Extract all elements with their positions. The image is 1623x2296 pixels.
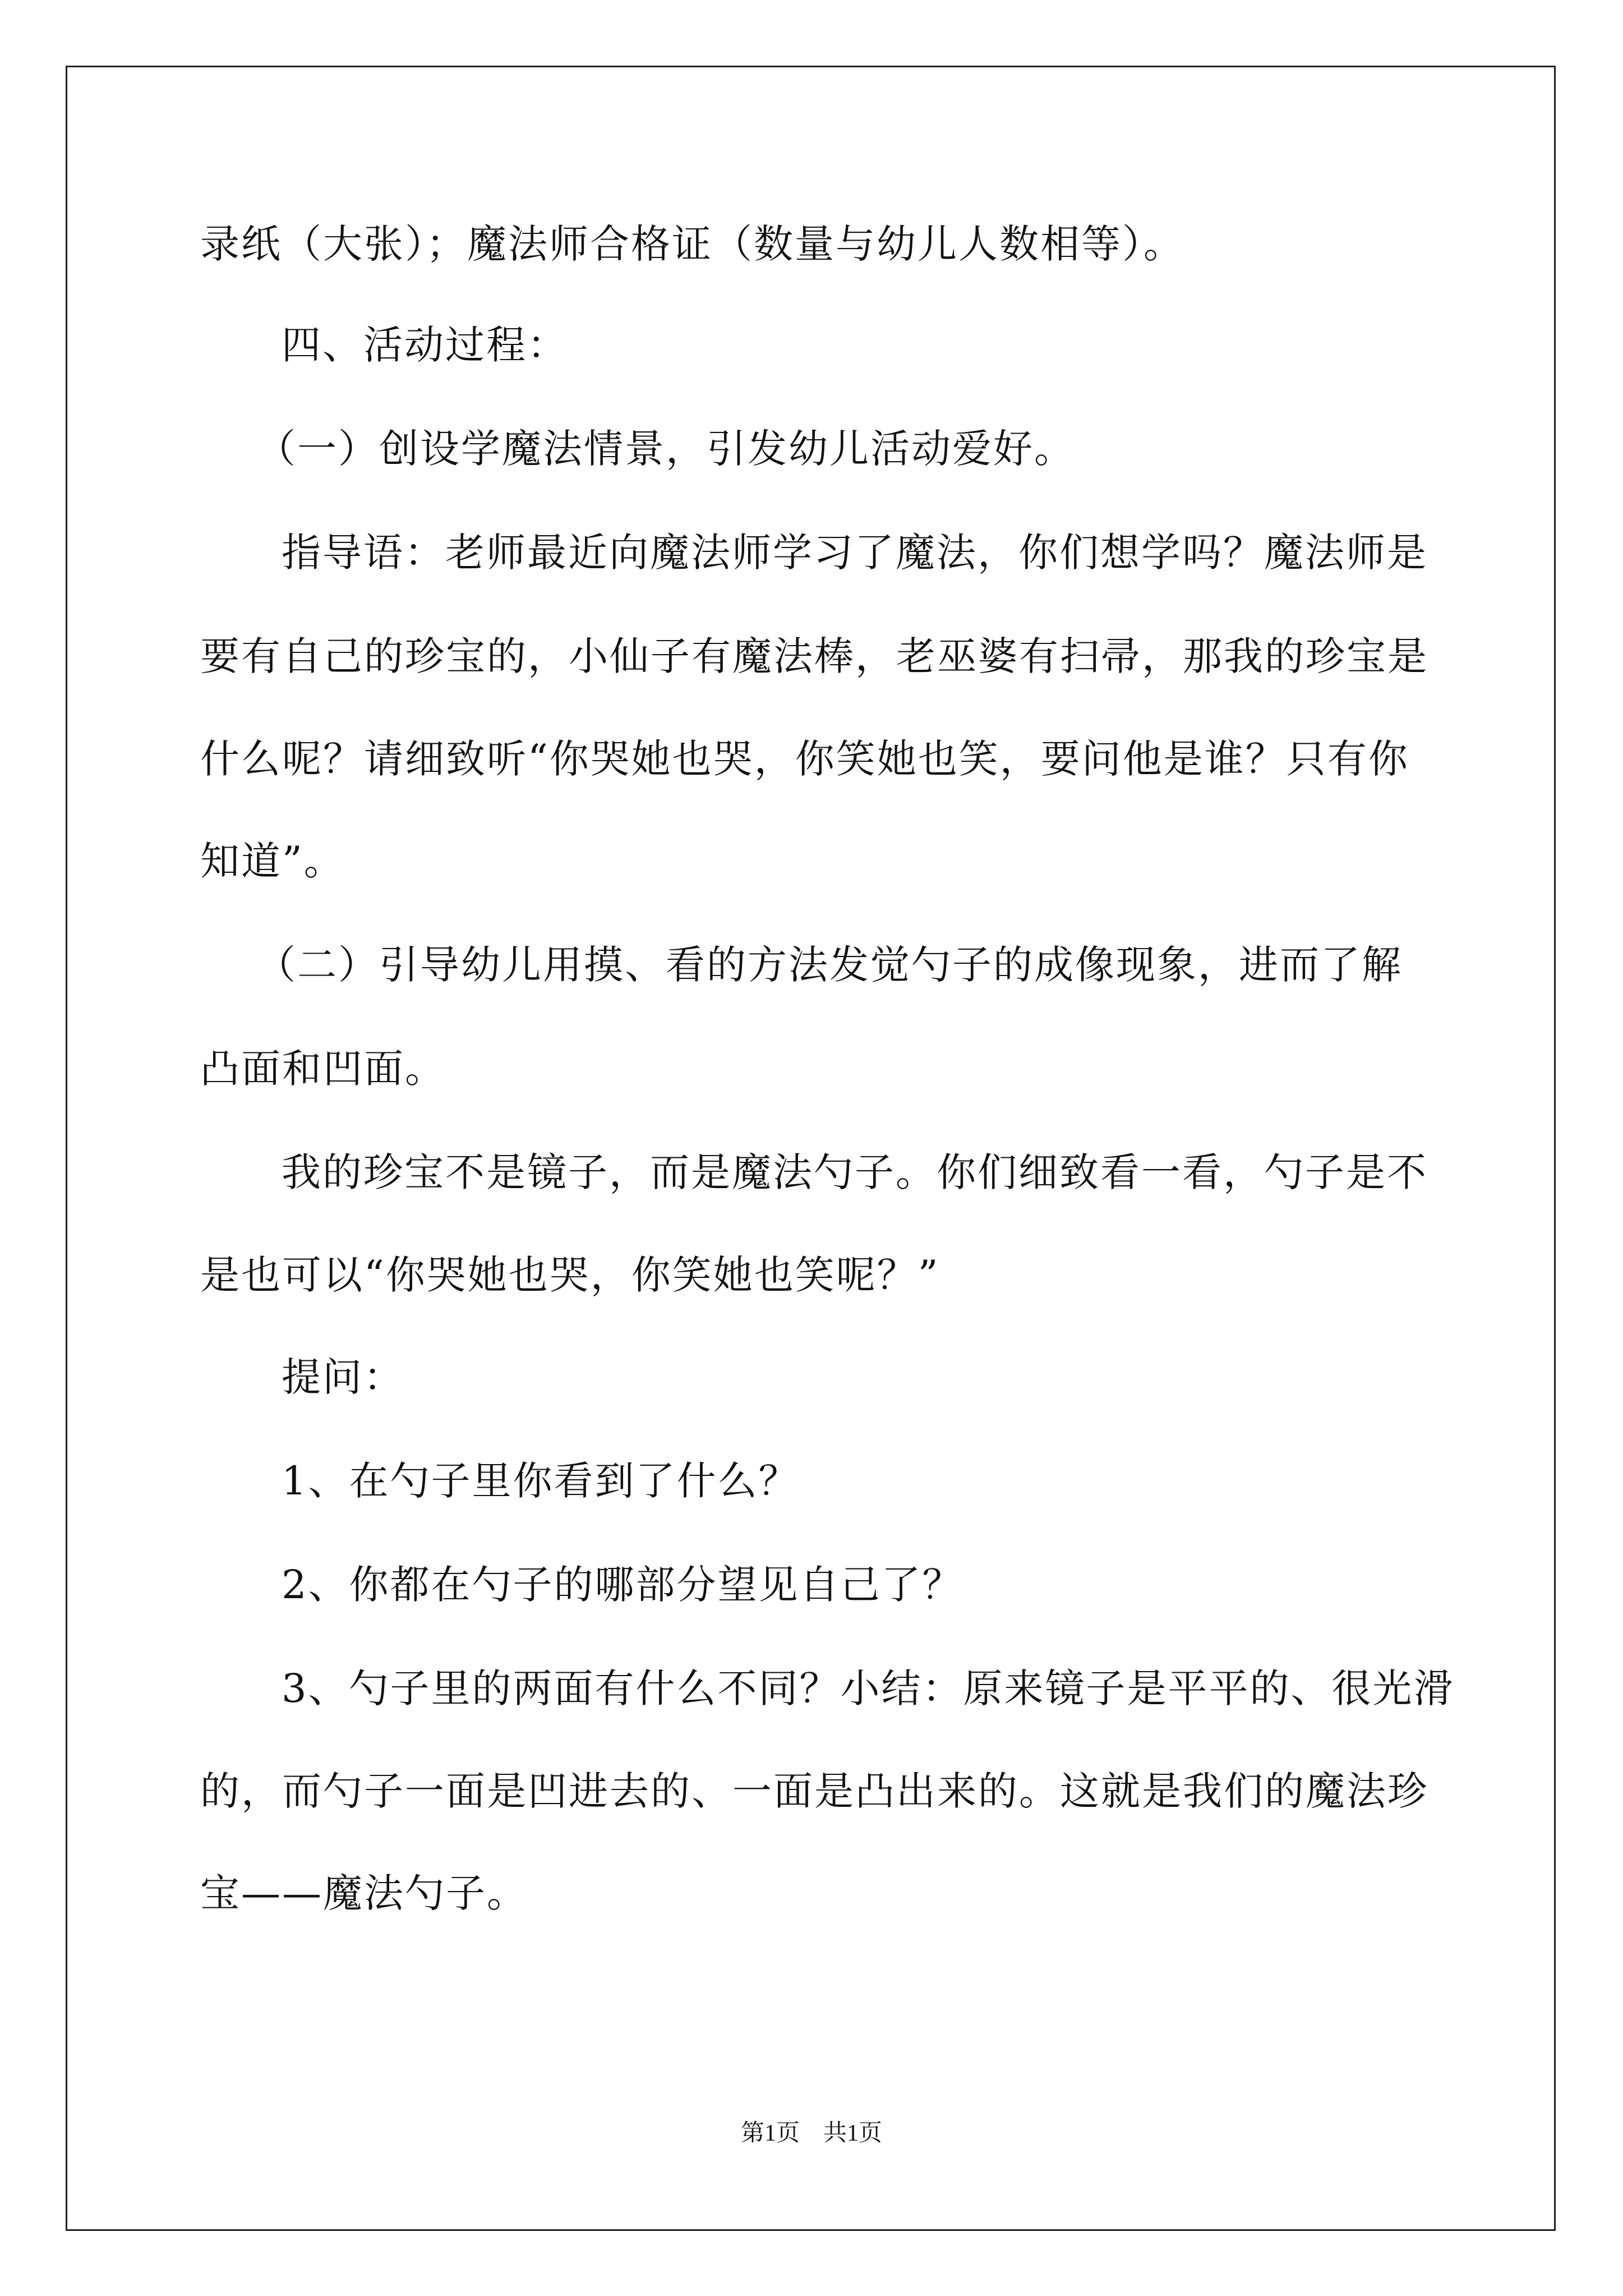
list-item: 2、你都在勺子的哪部分望见自己了？ bbox=[282, 1562, 963, 1608]
page-footer bbox=[0, 2118, 1623, 2149]
text-line: 我的珍宝不是镜子，而是魔法勺子。你们细致看一看，勺子是不 bbox=[282, 1149, 1428, 1195]
list-item: 1、在勺子里你看到了什么？ bbox=[282, 1458, 800, 1504]
text-line: 提问： bbox=[282, 1354, 404, 1400]
text-line: 的，而勺子一面是凹进去的、一面是凸出来的。这就是我们的魔法珍 bbox=[200, 1768, 1428, 1814]
text-line: 要有自己的珍宝的，小仙子有魔法棒，老巫婆有扫帚，那我的珍宝是 bbox=[200, 633, 1428, 679]
text-line: 知道”。 bbox=[200, 838, 345, 884]
text-line: 指导语：老师最近向魔法师学习了魔法，你们想学吗？魔法师是 bbox=[282, 530, 1428, 576]
text-line: 是也可以“你哭她也哭，你笑她也笑呢？” bbox=[200, 1252, 940, 1298]
section-heading: 四、活动过程： bbox=[282, 322, 568, 368]
subsection-heading: （二）引导幼儿用摸、看的方法发觉勺子的成像现象，进而了解 bbox=[256, 942, 1403, 988]
list-item: 3、勺子里的两面有什么不同？小结：原来镜子是平平的、很光滑 bbox=[282, 1665, 1455, 1711]
text-line: 宝——魔法勺子。 bbox=[200, 1870, 528, 1916]
text-line: 凸面和凹面。 bbox=[200, 1046, 446, 1092]
page-number-label: 第1页 共1页 bbox=[740, 2120, 882, 2146]
text-line: 什么呢？请细致听“你哭她也哭，你笑她也笑，要问他是谁？只有你 bbox=[200, 736, 1409, 782]
subsection-heading: （一）创设学魔法情景，引发幼儿活动爱好。 bbox=[256, 426, 1075, 472]
text-line: 录纸（大张）；魔法师合格证（数量与幼儿人数相等）。 bbox=[200, 221, 1184, 267]
